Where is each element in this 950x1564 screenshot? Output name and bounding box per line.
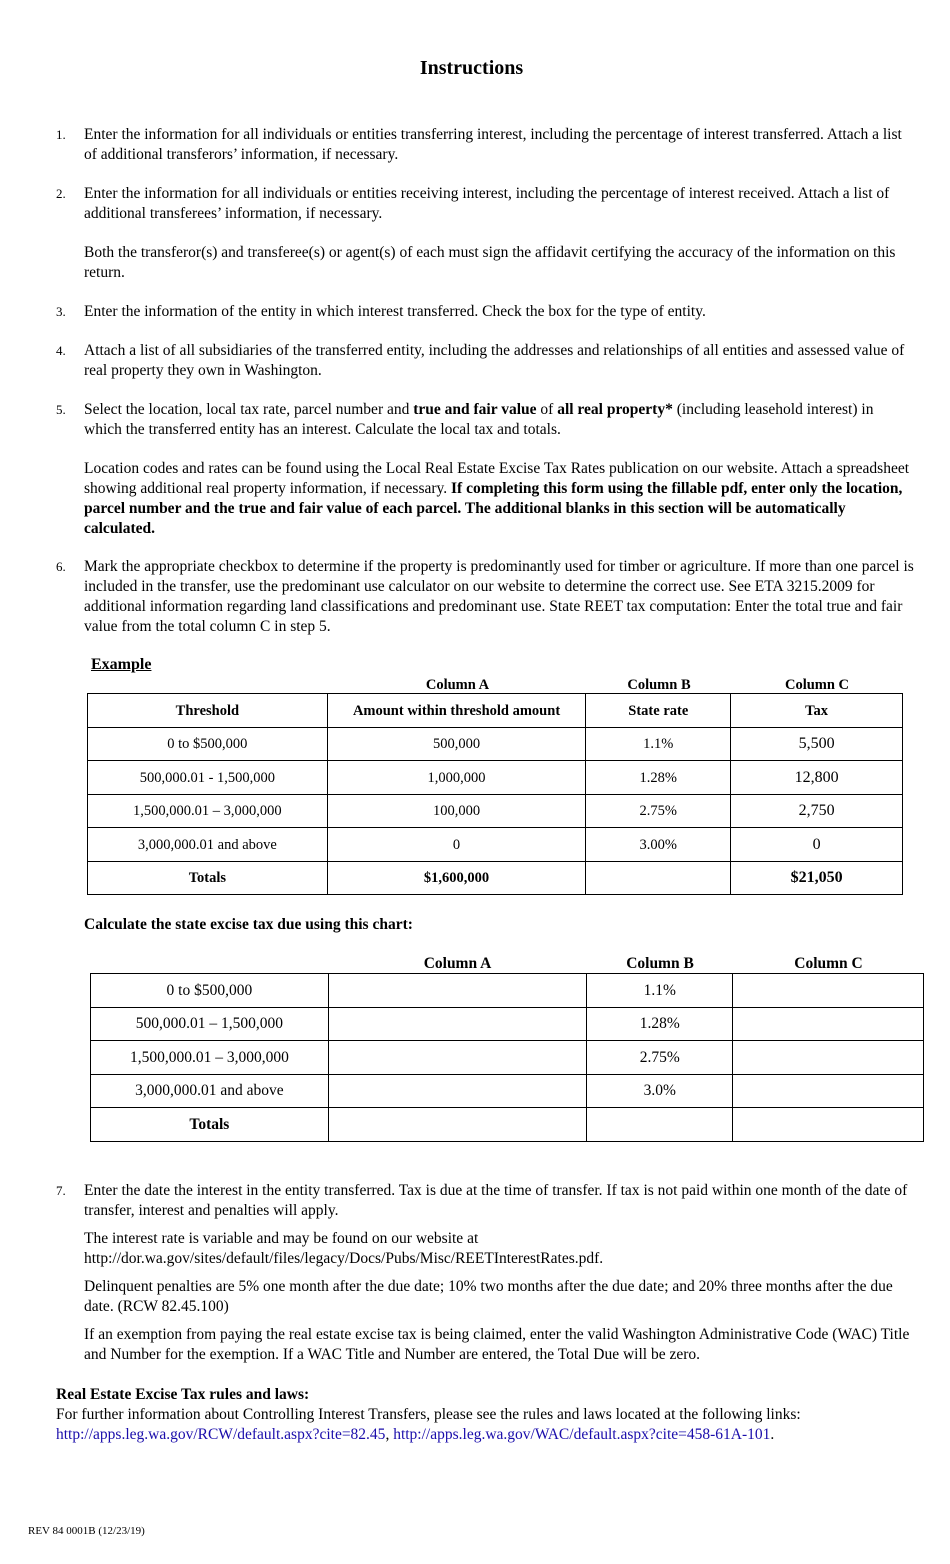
total-column-c-input[interactable]	[733, 1108, 924, 1142]
column-a-input[interactable]	[328, 1008, 587, 1041]
step-text: Enter the information for all individuals or entities transferring interest, including the percentage of interest transferred. Attach a list of additional transferors’ information, if necessary.	[84, 126, 902, 163]
example-table	[87, 693, 903, 895]
cell-rate: 2.75%	[586, 795, 731, 828]
total-rate-cell	[587, 1108, 733, 1142]
column-a-input[interactable]	[328, 974, 587, 1008]
calc-col-a-label: Column A	[423, 955, 492, 972]
step-5-note	[84, 459, 914, 539]
totals-rate	[586, 862, 731, 895]
step-number: 4.	[56, 343, 66, 358]
cell-tax: 0	[731, 828, 903, 862]
example-col-a-label: Column A	[425, 677, 490, 693]
calc-col-c-label: Column C	[794, 955, 863, 972]
cell-threshold: 1,500,000.01 – 3,000,000	[88, 795, 328, 828]
column-c-input[interactable]	[733, 974, 924, 1008]
table-row	[88, 795, 903, 828]
cell-rate: 3.00%	[586, 828, 731, 862]
cell-threshold: 3,000,000.01 and above	[91, 1075, 329, 1108]
totals-label: Totals	[91, 1108, 329, 1142]
cell-tax: 12,800	[731, 761, 903, 795]
step-text: Mark the appropriate checkbox to determine if the property is predominantly used for timber or agriculture. If more than one parcel is included in the transfer, use the predominant use calculator on our website to determine the correct use. See ETA 3215.2009 for additional information regarding land classifications and predominant use. State REET tax computation: Enter the total true and fair value from the total column C in step 5.	[84, 558, 914, 635]
cell-threshold: 0 to $500,000	[91, 974, 329, 1008]
example-label: Example	[91, 656, 152, 673]
totals-row	[88, 862, 903, 895]
cell-threshold: 500,000.01 – 1,500,000	[91, 1008, 329, 1041]
header-amount: Amount within threshold amount	[327, 694, 586, 728]
cell-rate: 1.1%	[587, 974, 733, 1008]
step-2-note: Both the transferor(s) and transferee(s) or agent(s) of each must sign the affidavit certifying the accuracy of the information on this return.	[84, 244, 896, 281]
rules-text: For further information about Controlling Interest Transfers, please see the rules and laws located at the following links:	[56, 1406, 801, 1423]
cell-amount: 1,000,000	[327, 761, 586, 795]
example-col-b-label: Column B	[627, 677, 691, 693]
cell-rate: 2.75%	[587, 1041, 733, 1075]
cell-tax: 5,500	[731, 728, 903, 761]
cell-threshold: 1,500,000.01 – 3,000,000	[91, 1041, 329, 1075]
step-text-bold: all real property*	[557, 401, 673, 418]
note-text: Location codes and rates can be found using the Local Real Estate Excise Tax Rates publication on our website. Attach a spreadsheet showing additional real property information, if necessary.	[84, 460, 910, 497]
step-text: Enter the date the interest in the entity transferred. Tax is due at the time of transfer. If tax is not paid within one month of the date of transfer, interest and penalties will apply.	[84, 1182, 908, 1219]
step-7-penalties-note: Delinquent penalties are 5% one month after the due date; 10% two months after the due date; and 20% three months after the due date. (RCW 82.45.100)	[84, 1278, 893, 1315]
step-number: 3.	[56, 304, 66, 319]
total-column-a-input[interactable]	[328, 1108, 587, 1142]
wac-link[interactable]: http://apps.leg.wa.gov/WAC/default.aspx?cite=458-61A-101	[393, 1426, 771, 1443]
table-row	[88, 728, 903, 761]
step-number: 2.	[56, 186, 66, 201]
page-title: Instructions	[419, 57, 524, 79]
rcw-link[interactable]: http://apps.leg.wa.gov/RCW/default.aspx?cite=82.45	[56, 1426, 386, 1443]
column-c-input[interactable]	[733, 1075, 924, 1108]
header-state-rate: State rate	[586, 694, 731, 728]
table-row	[91, 1008, 924, 1041]
cell-rate: 1.28%	[587, 1008, 733, 1041]
table-row	[91, 1041, 924, 1075]
step-text: Attach a list of all subsidiaries of the transferred entity, including the addresses and relationships of all entities and assessed value of real property they own in Washington.	[84, 342, 905, 379]
calc-col-b-label: Column B	[626, 955, 694, 972]
calc-table	[90, 973, 924, 1142]
cell-amount: 500,000	[327, 728, 586, 761]
note-bold: If completing this form using the fillable pdf, enter only the location, parcel number and the true and fair value of each parcel. The additional blanks in this section will be automatically calculated.	[84, 480, 903, 537]
form-number-footer: REV 84 0001B (12/23/19)	[28, 1525, 145, 1537]
cell-rate: 3.0%	[587, 1075, 733, 1108]
table-row	[88, 761, 903, 795]
column-a-input[interactable]	[328, 1041, 587, 1075]
rules-text-block	[56, 1405, 926, 1445]
table-row	[88, 828, 903, 862]
cell-rate: 1.1%	[586, 728, 731, 761]
cell-amount: 0	[327, 828, 586, 862]
rules-heading: Real Estate Excise Tax rules and laws:	[56, 1386, 310, 1403]
totals-amount: $1,600,000	[327, 862, 586, 895]
step-text	[84, 400, 914, 440]
column-c-input[interactable]	[733, 1008, 924, 1041]
header-tax: Tax	[731, 694, 903, 728]
step-number: 7.	[56, 1183, 66, 1198]
column-a-input[interactable]	[328, 1075, 587, 1108]
table-header-row	[88, 694, 903, 728]
step-text-part: of	[536, 401, 558, 418]
step-text-part: Select the location, local tax rate, parcel number and	[84, 401, 414, 418]
cell-rate: 1.28%	[586, 761, 731, 795]
cell-threshold: 500,000.01 - 1,500,000	[88, 761, 328, 795]
cell-amount: 100,000	[327, 795, 586, 828]
cell-threshold: 0 to $500,000	[88, 728, 328, 761]
link-separator: ,	[385, 1426, 394, 1443]
step-text-part: (including leasehold interest) in which the transferred entity has an interest. Calculate the local tax and totals.	[84, 401, 874, 438]
totals-label: Totals	[88, 862, 328, 895]
calc-heading: Calculate the state excise tax due using this chart:	[84, 916, 413, 933]
totals-row	[91, 1108, 924, 1142]
step-number: 5.	[56, 402, 66, 417]
cell-threshold: 3,000,000.01 and above	[88, 828, 328, 862]
cell-tax: 2,750	[731, 795, 903, 828]
step-text: Enter the information for all individuals or entities receiving interest, including the percentage of interest received. Attach a list of additional transferees’ information, if necessary.	[84, 185, 890, 222]
step-text: Enter the information of the entity in which interest transferred. Check the box for the type of entity.	[84, 303, 706, 320]
step-7-exemption-note: If an exemption from paying the real estate excise tax is being claimed, enter the valid Washington Administrative Code (WAC) Title and Number for the exemption. If a WAC Title and Number are entered, the Total Due will be zero.	[84, 1326, 910, 1363]
example-col-c-label: Column C	[784, 677, 850, 693]
step-text-bold: true and fair value	[413, 401, 537, 418]
step-7-interest-note: The interest rate is variable and may be found on our website at http://dor.wa.gov/sites/default/files/legacy/Docs/Pubs/Misc/REETInterestRates.pdf.	[84, 1230, 604, 1267]
column-c-input[interactable]	[733, 1041, 924, 1075]
step-number: 1.	[56, 127, 66, 142]
header-threshold: Threshold	[88, 694, 328, 728]
link-end: .	[770, 1426, 775, 1443]
step-number: 6.	[56, 559, 66, 574]
totals-tax: $21,050	[731, 862, 903, 895]
table-row	[91, 974, 924, 1008]
table-row	[91, 1075, 924, 1108]
